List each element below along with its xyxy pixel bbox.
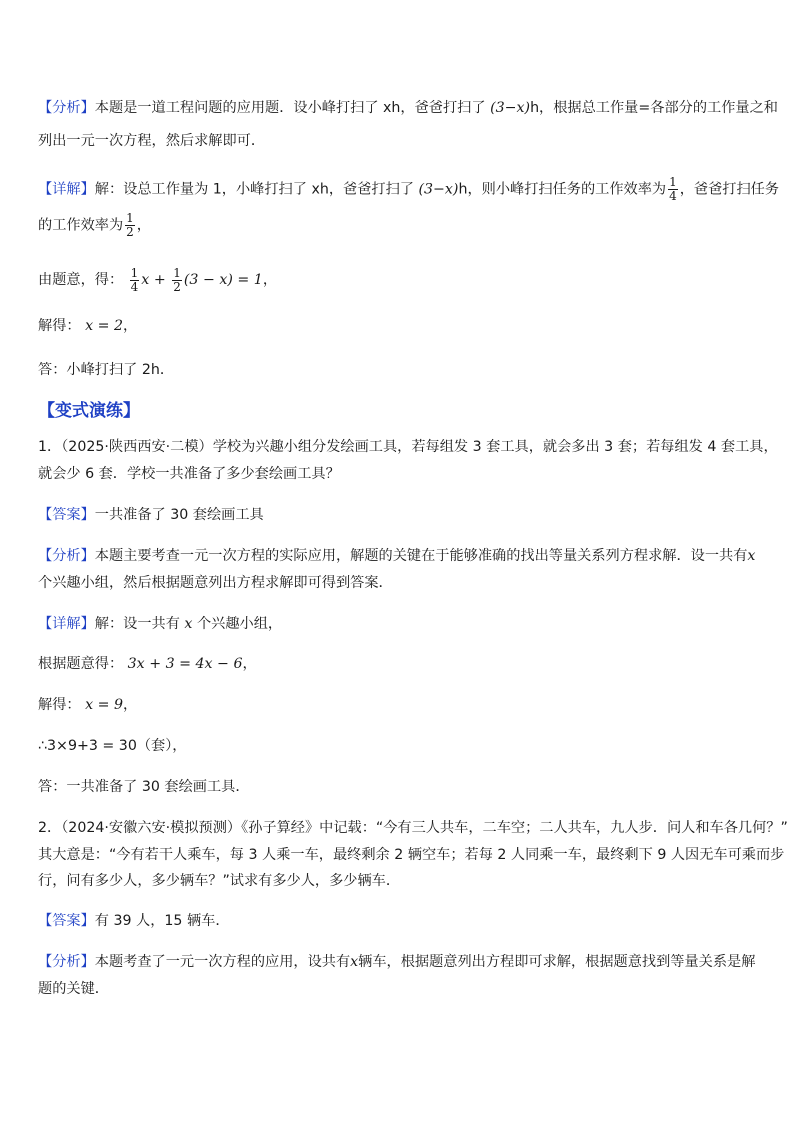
q2-line-1: 2．（2024·安徽六安·模拟预测）《孙子算经》中记载：“今有三人共车，二车空；二人共车，九人步．问人和车各几何？” [38, 820, 788, 836]
analysis-line-1: 【分析】本题是一道工程问题的应用题．设小峰打扫了 xh，爸爸打扫了 (3−x)h，根据总工作量=各部分的工作量之和 [38, 100, 778, 116]
q1-calc: ∴3×9+3 = 30（套）， [38, 738, 187, 754]
q1-analysis-1: 【分析】本题主要考查一元一次方程的实际应用，解题的关键在于能够准确的找出等量关系列方程求解．设一共有x [38, 548, 756, 564]
q2-analysis-1: 【分析】本题考查了一元一次方程的应用，设共有x辆车，根据题意列出方程即可求解，根据题意找到等量关系是解 [38, 954, 756, 970]
analysis-line-2: 列出一元一次方程，然后求解即可． [38, 133, 266, 149]
fraction-one-quarter: $\frac{1}{4}$ [669, 175, 677, 203]
q1-detail: 【详解】解：设一共有 x 个兴趣小组， [38, 616, 283, 632]
detail-tag: 【详解】 [38, 181, 95, 198]
detail-line-1: 【详解】解：设总工作量为 1，小峰打扫了 xh，爸爸打扫了 (3−x)h，则小峰打扫任务的工作效率为 $\frac{1}{4}$ ，爸爸打扫任务 [38, 175, 780, 203]
q2-line-3: 行，问有多少人，多少辆车？”试求有多少人，多少辆车． [38, 873, 401, 889]
q1-line-2: 就会少 6 套．学校一共准备了多少套绘画工具？ [38, 466, 340, 482]
solution-line: 解得： x = 2， [38, 318, 138, 334]
q2-answer: 【答案】有 39 人，15 辆车． [38, 913, 230, 929]
q1-answer: 【答案】一共准备了 30 套绘画工具 [38, 507, 264, 523]
fraction-one-half: $\frac{1}{2}$ [126, 211, 134, 239]
equation-line: 由题意，得： $\frac{1}{4}$ x + $\frac{1}{2}$ (3 − x) = 1， [38, 265, 278, 294]
answer-line: 答：小峰打扫了 2h． [38, 362, 175, 378]
q1-solution: 解得： x = 9， [38, 697, 138, 713]
analysis-tag: 【分析】 [38, 100, 95, 116]
detail-line-2: 的工作效率为 $\frac{1}{2}$ ， [38, 211, 151, 239]
q1-line-1: 1．（2025·陕西西安·二模）学校为兴趣小组分发绘画工具，若每组发 3 套工具，就会多出 3 套；若每组发 4 套工具， [38, 439, 778, 455]
q2-line-2: 其大意是：“今有若干人乘车，每 3 人乘一车，最终剩余 2 辆空车；若每 2 人同乘一车，最终剩下 9 人因无车可乘而步 [38, 847, 785, 863]
q1-analysis-2: 个兴趣小组，然后根据题意列出方程求解即可得到答案． [38, 575, 393, 591]
q2-analysis-2: 题的关键． [38, 981, 109, 997]
section-heading: 【变式演练】 [38, 401, 140, 421]
expr-3-minus-x: (3−x) [490, 100, 531, 116]
q1-equation: 根据题意得： 3x + 3 = 4x − 6， [38, 656, 257, 672]
q1-final-answer: 答：一共准备了 30 套绘画工具． [38, 779, 250, 795]
